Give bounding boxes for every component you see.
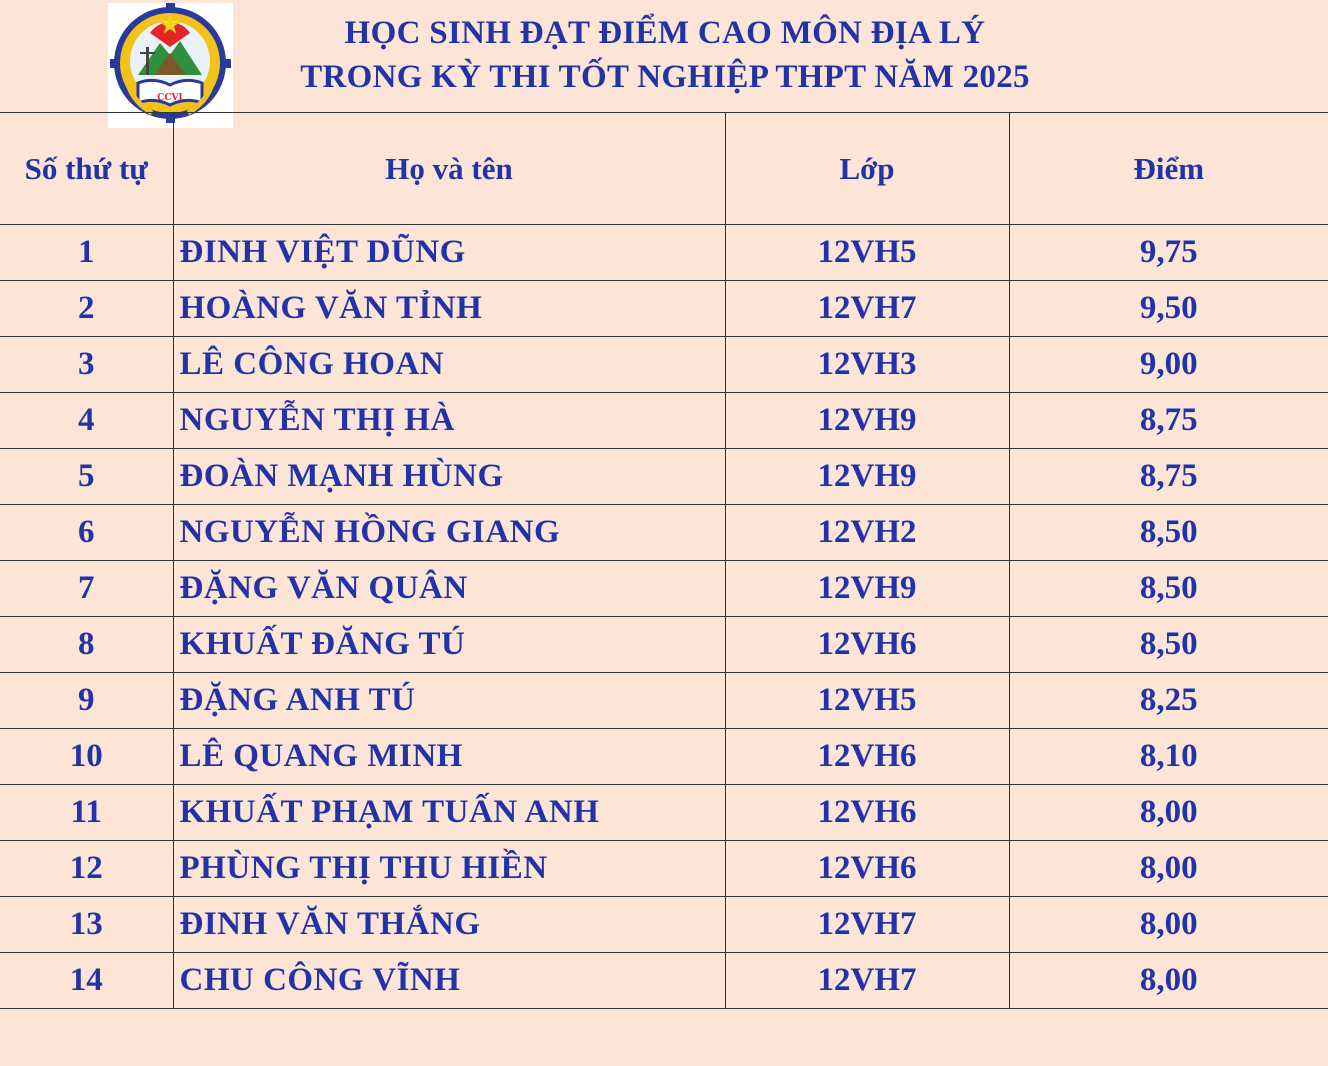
cell-stt: 7: [0, 561, 173, 617]
cell-score: 8,00: [1009, 841, 1328, 897]
cell-name: KHUẤT PHẠM TUẤN ANH: [173, 785, 725, 841]
cell-class: 12VH7: [725, 281, 1009, 337]
cell-score: 8,75: [1009, 449, 1328, 505]
column-header-score: Điểm: [1009, 113, 1328, 225]
cell-stt: 6: [0, 505, 173, 561]
cell-class: 12VH9: [725, 449, 1009, 505]
cell-name: PHÙNG THỊ THU HIỀN: [173, 841, 725, 897]
cell-score: 8,00: [1009, 785, 1328, 841]
cell-score: 8,10: [1009, 729, 1328, 785]
cell-name: LÊ CÔNG HOAN: [173, 337, 725, 393]
table-row: [0, 841, 1328, 897]
cell-name: HOÀNG VĂN TỈNH: [173, 281, 725, 337]
table-row: [0, 393, 1328, 449]
cell-score: 8,00: [1009, 897, 1328, 953]
cell-class: 12VH7: [725, 953, 1009, 1009]
cell-class: 12VH5: [725, 225, 1009, 281]
table-row: [0, 953, 1328, 1009]
cell-score: 8,50: [1009, 505, 1328, 561]
page-title-line-1: HỌC SINH ĐẠT ĐIỂM CAO MÔN ĐỊA LÝ: [344, 15, 986, 51]
school-emblem-icon: [108, 3, 233, 128]
table-row: [0, 729, 1328, 785]
cell-score: 8,25: [1009, 673, 1328, 729]
cell-class: 12VH7: [725, 897, 1009, 953]
empty-footer-cell: [0, 1009, 1328, 1065]
column-header-class: Lớp: [725, 113, 1009, 225]
cell-stt: 8: [0, 617, 173, 673]
cell-stt: 11: [0, 785, 173, 841]
column-header-stt: Số thứ tự: [0, 113, 173, 225]
table-row: [0, 505, 1328, 561]
cell-name: CHU CÔNG VĨNH: [173, 953, 725, 1009]
table-row: [0, 449, 1328, 505]
cell-class: 12VH6: [725, 841, 1009, 897]
cell-class: 12VH9: [725, 393, 1009, 449]
cell-stt: 9: [0, 673, 173, 729]
cell-stt: 13: [0, 897, 173, 953]
cell-score: 8,00: [1009, 953, 1328, 1009]
svg-text:CCVI: CCVI: [157, 93, 183, 103]
table-row: [0, 785, 1328, 841]
cell-score: 9,75: [1009, 225, 1328, 281]
cell-class: 12VH2: [725, 505, 1009, 561]
cell-score: 8,75: [1009, 393, 1328, 449]
cell-stt: 12: [0, 841, 173, 897]
cell-name: ĐINH VIỆT DŨNG: [173, 225, 725, 281]
cell-stt: 1: [0, 225, 173, 281]
cell-class: 12VH5: [725, 673, 1009, 729]
cell-name: LÊ QUANG MINH: [173, 729, 725, 785]
table-row: [0, 673, 1328, 729]
cell-class: 12VH6: [725, 729, 1009, 785]
cell-name: NGUYỄN THỊ HÀ: [173, 393, 725, 449]
cell-stt: 5: [0, 449, 173, 505]
table-row: [0, 281, 1328, 337]
cell-class: 12VH3: [725, 337, 1009, 393]
cell-name: NGUYỄN HỒNG GIANG: [173, 505, 725, 561]
cell-name: ĐẶNG VĂN QUÂN: [173, 561, 725, 617]
table-row: [0, 617, 1328, 673]
cell-stt: 4: [0, 393, 173, 449]
cell-score: 8,50: [1009, 617, 1328, 673]
table-row: [0, 225, 1328, 281]
cell-stt: 10: [0, 729, 173, 785]
cell-name: ĐẶNG ANH TÚ: [173, 673, 725, 729]
cell-class: 12VH6: [725, 785, 1009, 841]
cell-class: 12VH6: [725, 617, 1009, 673]
cell-name: ĐOÀN MẠNH HÙNG: [173, 449, 725, 505]
table-row: [0, 561, 1328, 617]
cell-score: 9,00: [1009, 337, 1328, 393]
page-title-line-2: TRONG KỲ THI TỐT NGHIỆP THPT NĂM 2025: [300, 59, 1030, 95]
table-row: [0, 337, 1328, 393]
cell-name: KHUẤT ĐĂNG TÚ: [173, 617, 725, 673]
table-row: [0, 897, 1328, 953]
column-header-name: Họ và tên: [173, 113, 725, 225]
cell-stt: 14: [0, 953, 173, 1009]
cell-score: 8,50: [1009, 561, 1328, 617]
cell-stt: 2: [0, 281, 173, 337]
table-header-row: [0, 113, 1328, 225]
cell-score: 9,50: [1009, 281, 1328, 337]
score-table: [0, 112, 1328, 1064]
table-footer-space: [0, 1009, 1328, 1065]
cell-name: ĐINH VĂN THẮNG: [173, 897, 725, 953]
cell-stt: 3: [0, 337, 173, 393]
cell-class: 12VH9: [725, 561, 1009, 617]
